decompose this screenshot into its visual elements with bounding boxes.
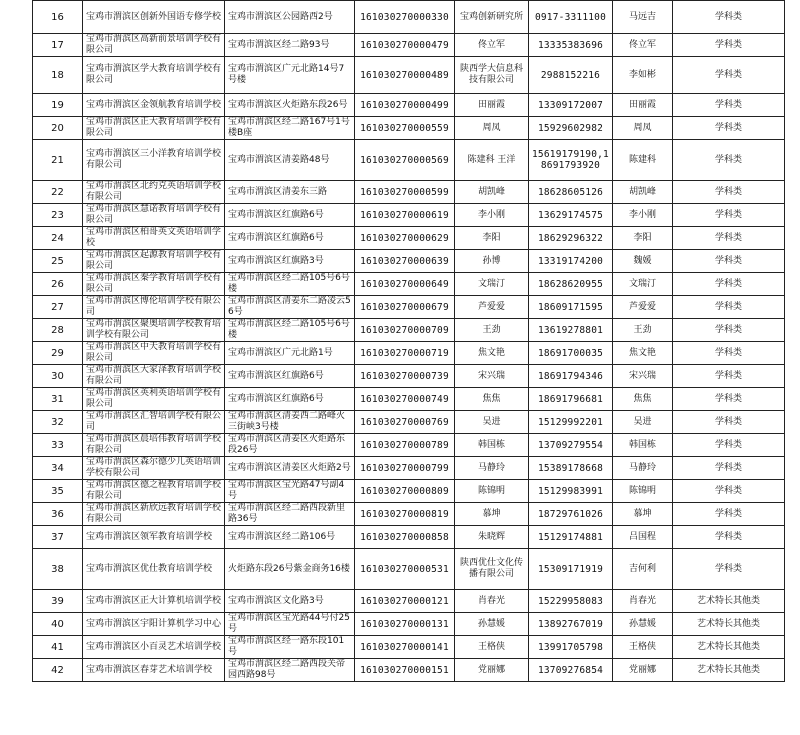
cell-type: 学科类: [673, 319, 785, 342]
cell-contact: 文瑞汀: [613, 273, 673, 296]
cell-phone: 15619179190,18691793920: [529, 140, 613, 181]
cell-type: 学科类: [673, 296, 785, 319]
cell-contact: 李如彬: [613, 57, 673, 94]
cell-name: 宝鸡市渭滨区起源教育培训学校有限公司: [83, 250, 225, 273]
cell-contact: 周凤: [613, 117, 673, 140]
cell-code: 161030270000769: [355, 411, 455, 434]
cell-no: 19: [33, 94, 83, 117]
cell-code: 161030270000789: [355, 434, 455, 457]
table-row: [33, 590, 785, 613]
table-row: [33, 457, 785, 480]
cell-name: 宝鸡市渭滨区正大教育培训学校有限公司: [83, 117, 225, 140]
cell-legal: 文瑞汀: [455, 273, 529, 296]
cell-contact: 王格侠: [613, 636, 673, 659]
cell-no: 22: [33, 181, 83, 204]
cell-addr: 宝鸡市渭滨区清姜东二路凌云56号: [225, 296, 355, 319]
cell-phone: 2988152216: [529, 57, 613, 94]
table-row: [33, 342, 785, 365]
cell-phone: 15929602982: [529, 117, 613, 140]
cell-no: 35: [33, 480, 83, 503]
table-row: [33, 273, 785, 296]
cell-legal: 陕西学大信息科技有限公司: [455, 57, 529, 94]
cell-code: 161030270000531: [355, 549, 455, 590]
table-row: [33, 503, 785, 526]
cell-name: 宝鸡市渭滨区三小洋教育培训学校有限公司: [83, 140, 225, 181]
cell-addr: 火炬路东段26号紫金商务16楼: [225, 549, 355, 590]
cell-contact: 王劲: [613, 319, 673, 342]
cell-addr: 宝鸡市渭滨区宝光路44号付25号: [225, 613, 355, 636]
cell-addr: 宝鸡市渭滨区文化路3号: [225, 590, 355, 613]
cell-addr: 宝鸡市渭滨区红旗路6号: [225, 227, 355, 250]
cell-no: 23: [33, 204, 83, 227]
cell-addr: 宝鸡市渭滨区经二路106号: [225, 526, 355, 549]
cell-code: 161030270000819: [355, 503, 455, 526]
cell-no: 30: [33, 365, 83, 388]
cell-name: 宝鸡市渭滨区聚奥培训学校教育培训学校有限公司: [83, 319, 225, 342]
cell-type: 学科类: [673, 250, 785, 273]
cell-phone: 18691796681: [529, 388, 613, 411]
cell-legal: 陈建科 王洋: [455, 140, 529, 181]
cell-code: 161030270000749: [355, 388, 455, 411]
cell-code: 161030270000479: [355, 34, 455, 57]
cell-code: 161030270000858: [355, 526, 455, 549]
table-row: [33, 204, 785, 227]
cell-legal: 马静玲: [455, 457, 529, 480]
table-row: [33, 659, 785, 682]
cell-addr: 宝鸡市渭滨区清姜西二路峰火三街峡3号楼: [225, 411, 355, 434]
cell-legal: 宋兴瑞: [455, 365, 529, 388]
cell-no: 17: [33, 34, 83, 57]
school-registry-table: [32, 0, 785, 682]
cell-name: 宝鸡市渭滨区汇智培训学校有限公司: [83, 411, 225, 434]
cell-legal: 党丽娜: [455, 659, 529, 682]
cell-addr: 宝鸡市渭滨区经二路西段新里路36号: [225, 503, 355, 526]
cell-legal: 李小刚: [455, 204, 529, 227]
cell-name: 宝鸡市渭滨区创新外国语专修学校: [83, 1, 225, 34]
cell-code: 161030270000649: [355, 273, 455, 296]
table-row: [33, 34, 785, 57]
cell-name: 宝鸡市渭滨区正大计算机培训学校: [83, 590, 225, 613]
cell-code: 161030270000739: [355, 365, 455, 388]
cell-type: 学科类: [673, 411, 785, 434]
table-row: [33, 57, 785, 94]
cell-phone: 15129983991: [529, 480, 613, 503]
cell-legal: 王劲: [455, 319, 529, 342]
cell-contact: 宋兴瑞: [613, 365, 673, 388]
cell-code: 161030270000489: [355, 57, 455, 94]
cell-contact: 党丽娜: [613, 659, 673, 682]
cell-phone: 15129174881: [529, 526, 613, 549]
cell-code: 161030270000599: [355, 181, 455, 204]
cell-contact: 田丽霞: [613, 94, 673, 117]
cell-no: 16: [33, 1, 83, 34]
cell-contact: 肖春光: [613, 590, 673, 613]
cell-legal: 胡凯峰: [455, 181, 529, 204]
cell-legal: 宝鸡创新研究所: [455, 1, 529, 34]
cell-code: 161030270000799: [355, 457, 455, 480]
cell-type: 艺术特长其他类: [673, 613, 785, 636]
cell-type: 学科类: [673, 388, 785, 411]
cell-contact: 陈建科: [613, 140, 673, 181]
cell-name: 宝鸡市渭滨区宇阳计算机学习中心: [83, 613, 225, 636]
cell-no: 33: [33, 434, 83, 457]
cell-type: 学科类: [673, 365, 785, 388]
cell-type: 学科类: [673, 457, 785, 480]
cell-no: 20: [33, 117, 83, 140]
cell-type: 学科类: [673, 273, 785, 296]
cell-name: 宝鸡市渭滨区德之程教育培训学校有限公司: [83, 480, 225, 503]
cell-addr: 宝鸡市渭滨区广元北路14号7号楼: [225, 57, 355, 94]
cell-type: 学科类: [673, 140, 785, 181]
cell-name: 宝鸡市渭滨区秦学教育培训学校有限公司: [83, 273, 225, 296]
table-row: [33, 140, 785, 181]
cell-code: 161030270000141: [355, 636, 455, 659]
cell-legal: 王格侠: [455, 636, 529, 659]
cell-code: 161030270000639: [355, 250, 455, 273]
cell-addr: 宝鸡市渭滨区红旗路6号: [225, 388, 355, 411]
table-row: [33, 434, 785, 457]
cell-addr: 宝鸡市渭滨区清姜东三路: [225, 181, 355, 204]
cell-addr: 宝鸡市渭滨区红旗路6号: [225, 365, 355, 388]
cell-legal: 朱晓辉: [455, 526, 529, 549]
cell-phone: 18629296322: [529, 227, 613, 250]
cell-code: 161030270000679: [355, 296, 455, 319]
cell-legal: 吴进: [455, 411, 529, 434]
table-row: [33, 613, 785, 636]
cell-no: 40: [33, 613, 83, 636]
cell-contact: 李阳: [613, 227, 673, 250]
cell-name: 宝鸡市渭滨区大家泽教育培训学校有限公司: [83, 365, 225, 388]
table-row: [33, 319, 785, 342]
cell-contact: 马静玲: [613, 457, 673, 480]
cell-addr: 宝鸡市渭滨区清姜区火炬路2号: [225, 457, 355, 480]
cell-contact: 吕国程: [613, 526, 673, 549]
cell-phone: 13991705798: [529, 636, 613, 659]
cell-legal: 孙博: [455, 250, 529, 273]
cell-code: 161030270000809: [355, 480, 455, 503]
cell-phone: 0917-3311100: [529, 1, 613, 34]
cell-phone: 18628620955: [529, 273, 613, 296]
cell-type: 学科类: [673, 480, 785, 503]
cell-addr: 宝鸡市渭滨区经一路东段101号: [225, 636, 355, 659]
cell-no: 39: [33, 590, 83, 613]
cell-name: 宝鸡市渭滨区新欣远教育培训学校有限公司: [83, 503, 225, 526]
cell-name: 宝鸡市渭滨区领军教育培训学校: [83, 526, 225, 549]
cell-code: 161030270000559: [355, 117, 455, 140]
cell-no: 25: [33, 250, 83, 273]
cell-addr: 宝鸡市渭滨区公园路西2号: [225, 1, 355, 34]
cell-contact: 芦爱爱: [613, 296, 673, 319]
cell-contact: 陈锦明: [613, 480, 673, 503]
cell-no: 32: [33, 411, 83, 434]
cell-phone: 13335383696: [529, 34, 613, 57]
cell-phone: 18628605126: [529, 181, 613, 204]
cell-no: 29: [33, 342, 83, 365]
cell-no: 42: [33, 659, 83, 682]
cell-addr: 宝鸡市渭滨区经二路167号1号楼B座: [225, 117, 355, 140]
table-row: [33, 1, 785, 34]
cell-contact: 慕坤: [613, 503, 673, 526]
cell-name: 宝鸡市渭滨区晨培伟教育培训学校有限公司: [83, 434, 225, 457]
cell-name: 宝鸡市渭滨区中天教育培训学校有限公司: [83, 342, 225, 365]
cell-addr: 宝鸡市渭滨区广元北路1号: [225, 342, 355, 365]
cell-code: 161030270000629: [355, 227, 455, 250]
cell-name: 宝鸡市渭滨区博伦培训学校有限公司: [83, 296, 225, 319]
table-row: [33, 250, 785, 273]
cell-type: 学科类: [673, 342, 785, 365]
cell-type: 学科类: [673, 1, 785, 34]
cell-contact: 魏媛: [613, 250, 673, 273]
cell-code: 161030270000151: [355, 659, 455, 682]
table-row: [33, 94, 785, 117]
cell-legal: 佟立军: [455, 34, 529, 57]
cell-type: 学科类: [673, 227, 785, 250]
cell-name: 宝鸡市渭滨区英利英语培训学校有限公司: [83, 388, 225, 411]
cell-legal: 陕西优仕文化传播有限公司: [455, 549, 529, 590]
cell-addr: 宝鸡市渭滨区经二路105号6号楼: [225, 319, 355, 342]
cell-name: 宝鸡市渭滨区春芽艺术培训学校: [83, 659, 225, 682]
cell-type: 学科类: [673, 503, 785, 526]
cell-contact: 李小刚: [613, 204, 673, 227]
cell-no: 24: [33, 227, 83, 250]
table-row: [33, 526, 785, 549]
cell-contact: 焦焦: [613, 388, 673, 411]
cell-phone: 15309171919: [529, 549, 613, 590]
cell-type: 学科类: [673, 117, 785, 140]
cell-no: 28: [33, 319, 83, 342]
cell-no: 37: [33, 526, 83, 549]
cell-name: 宝鸡市渭滨区森尔德少儿英语培训学校有限公司: [83, 457, 225, 480]
cell-name: 宝鸡市渭滨区优仕教育培训学校: [83, 549, 225, 590]
cell-code: 161030270000619: [355, 204, 455, 227]
cell-type: 学科类: [673, 34, 785, 57]
cell-code: 161030270000121: [355, 590, 455, 613]
table-row: [33, 480, 785, 503]
cell-addr: 宝鸡市渭滨区经二路105号6号楼: [225, 273, 355, 296]
cell-addr: 宝鸡市渭滨区火炬路东段26号: [225, 94, 355, 117]
cell-legal: 周凤: [455, 117, 529, 140]
cell-type: 艺术特长其他类: [673, 659, 785, 682]
cell-legal: 慕坤: [455, 503, 529, 526]
cell-type: 学科类: [673, 181, 785, 204]
cell-legal: 肖春光: [455, 590, 529, 613]
cell-code: 161030270000569: [355, 140, 455, 181]
cell-phone: 18729761026: [529, 503, 613, 526]
cell-name: 宝鸡市渭滨区学大教育培训学校有限公司: [83, 57, 225, 94]
cell-phone: 15389178668: [529, 457, 613, 480]
table-row: [33, 549, 785, 590]
cell-phone: 13709276854: [529, 659, 613, 682]
table-row: [33, 117, 785, 140]
cell-contact: 吴进: [613, 411, 673, 434]
cell-phone: 15229958083: [529, 590, 613, 613]
cell-phone: 13319174200: [529, 250, 613, 273]
cell-addr: 宝鸡市渭滨区清姜路48号: [225, 140, 355, 181]
cell-phone: 13619278801: [529, 319, 613, 342]
cell-legal: 李阳: [455, 227, 529, 250]
cell-no: 18: [33, 57, 83, 94]
table-row: [33, 227, 785, 250]
table-row: [33, 411, 785, 434]
cell-no: 38: [33, 549, 83, 590]
table-body: [33, 1, 785, 682]
cell-name: 宝鸡市渭滨区北约克英语培训学校有限公司: [83, 181, 225, 204]
cell-code: 161030270000330: [355, 1, 455, 34]
cell-no: 36: [33, 503, 83, 526]
cell-phone: 13629174575: [529, 204, 613, 227]
cell-contact: 孙慧媛: [613, 613, 673, 636]
cell-type: 学科类: [673, 204, 785, 227]
cell-legal: 焦焦: [455, 388, 529, 411]
cell-addr: 宝鸡市渭滨区宝光路47号副4号: [225, 480, 355, 503]
cell-legal: 田丽霞: [455, 94, 529, 117]
cell-name: 宝鸡市渭滨区金领航教育培训学校: [83, 94, 225, 117]
cell-name: 宝鸡市渭滨区柏哥英文英语培训学校: [83, 227, 225, 250]
cell-addr: 宝鸡市渭滨区经二路西段关帝园西路98号: [225, 659, 355, 682]
cell-legal: 陈锦明: [455, 480, 529, 503]
table-row: [33, 388, 785, 411]
cell-phone: 18691700035: [529, 342, 613, 365]
cell-no: 31: [33, 388, 83, 411]
table-row: [33, 296, 785, 319]
cell-legal: 韩国栋: [455, 434, 529, 457]
cell-addr: 宝鸡市渭滨区清姜区火炬路东段26号: [225, 434, 355, 457]
cell-no: 27: [33, 296, 83, 319]
cell-name: 宝鸡市渭滨区慧诺教育培训学校有限公司: [83, 204, 225, 227]
cell-no: 34: [33, 457, 83, 480]
cell-no: 21: [33, 140, 83, 181]
cell-code: 161030270000709: [355, 319, 455, 342]
cell-addr: 宝鸡市渭滨区经二路93号: [225, 34, 355, 57]
cell-no: 41: [33, 636, 83, 659]
cell-phone: 15129992201: [529, 411, 613, 434]
cell-type: 学科类: [673, 57, 785, 94]
table-row: [33, 365, 785, 388]
table-row: [33, 636, 785, 659]
table-row: [33, 181, 785, 204]
cell-type: 艺术特长其他类: [673, 590, 785, 613]
cell-legal: 孙慧媛: [455, 613, 529, 636]
document-page: [32, 0, 784, 682]
cell-contact: 韩国栋: [613, 434, 673, 457]
cell-phone: 13709279554: [529, 434, 613, 457]
cell-contact: 胡凯峰: [613, 181, 673, 204]
cell-code: 161030270000719: [355, 342, 455, 365]
cell-no: 26: [33, 273, 83, 296]
cell-code: 161030270000131: [355, 613, 455, 636]
cell-phone: 13892767019: [529, 613, 613, 636]
cell-phone: 13309172007: [529, 94, 613, 117]
cell-legal: 焦文艳: [455, 342, 529, 365]
cell-type: 学科类: [673, 434, 785, 457]
cell-type: 学科类: [673, 526, 785, 549]
cell-phone: 18609171595: [529, 296, 613, 319]
cell-phone: 18691794346: [529, 365, 613, 388]
cell-type: 学科类: [673, 549, 785, 590]
cell-type: 学科类: [673, 94, 785, 117]
cell-contact: 马远吉: [613, 1, 673, 34]
cell-name: 宝鸡市渭滨区小百灵艺术培训学校: [83, 636, 225, 659]
cell-contact: 焦文艳: [613, 342, 673, 365]
cell-contact: 吉何利: [613, 549, 673, 590]
cell-addr: 宝鸡市渭滨区红旗路6号: [225, 204, 355, 227]
cell-addr: 宝鸡市渭滨区红旗路3号: [225, 250, 355, 273]
cell-legal: 芦爱爱: [455, 296, 529, 319]
cell-code: 161030270000499: [355, 94, 455, 117]
cell-name: 宝鸡市渭滨区高新前景培训学校有限公司: [83, 34, 225, 57]
cell-type: 艺术特长其他类: [673, 636, 785, 659]
cell-contact: 佟立军: [613, 34, 673, 57]
